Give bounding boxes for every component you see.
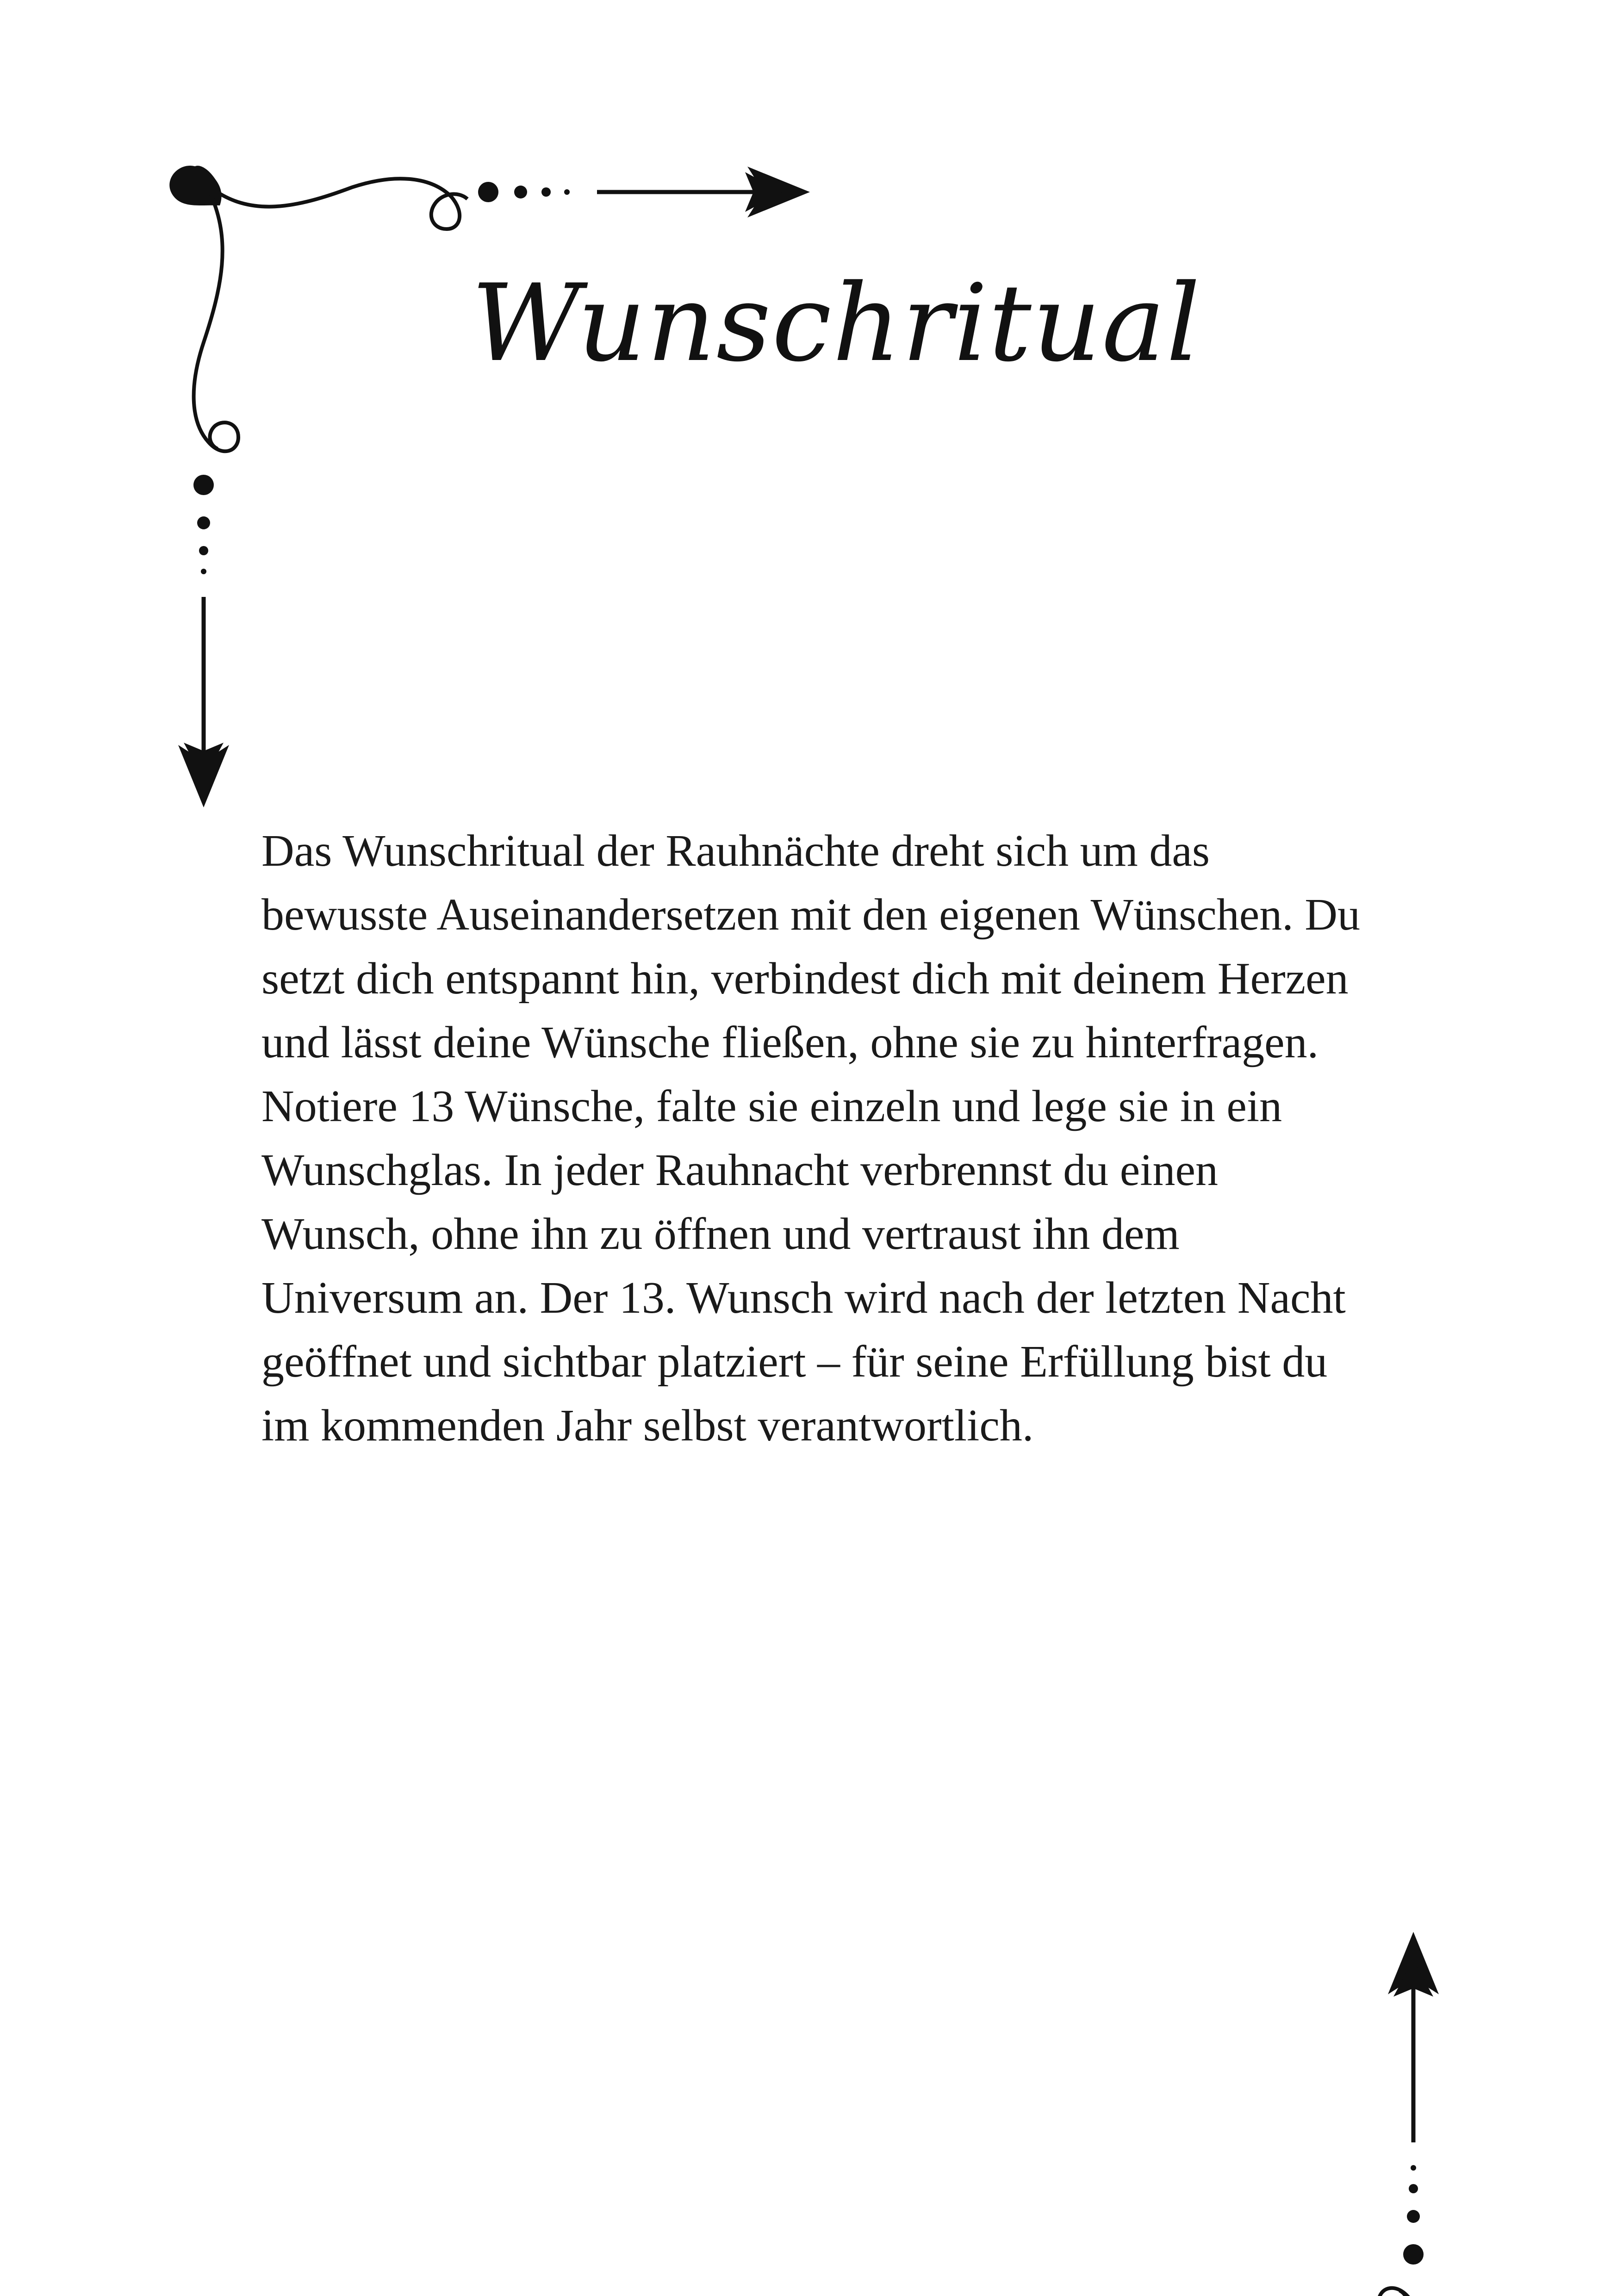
bottom-right-ornament-group [807,1932,1454,2296]
body-line: Wunschglas. In jeder Rauhnacht verbrennst du einen [261,1145,1218,1195]
dot-small [1409,2184,1418,2193]
vertical-swirl-line [1379,2288,1423,2296]
page-title: Wunschritual [471,262,1201,385]
body-paragraph [261,819,1381,1458]
body-line: Das Wunschritual der Rauhnächte dreht sich um das [261,826,1210,876]
body-line: geöffnet und sichtbar platziert – für seine Erfüllung bist du [261,1337,1328,1387]
body-line: und lässt deine Wünsche fließen, ohne sie zu hinterfragen. [261,1018,1319,1067]
body-line: Notiere 13 Wünsche, falte sie einzeln und lege sie in ein [261,1081,1282,1131]
body-line: im kommenden Jahr selbst verantwortlich. [261,1401,1034,1451]
dot-tiny [1411,2165,1416,2171]
dot-large [1403,2244,1424,2265]
body-line: Universum an. Der 13. Wunsch wird nach der letzten Nacht [261,1273,1346,1323]
body-line: setzt dich entspannt hin, verbindest dich mit deinem Herzen [261,954,1349,1004]
dot-medium [1407,2210,1420,2223]
body-line: bewusste Auseinandersetzen mit den eigenen Wünschen. Du [261,890,1361,940]
body-line: Wunsch, ohne ihn zu öffnen und vertraust ihn dem [261,1209,1180,1259]
